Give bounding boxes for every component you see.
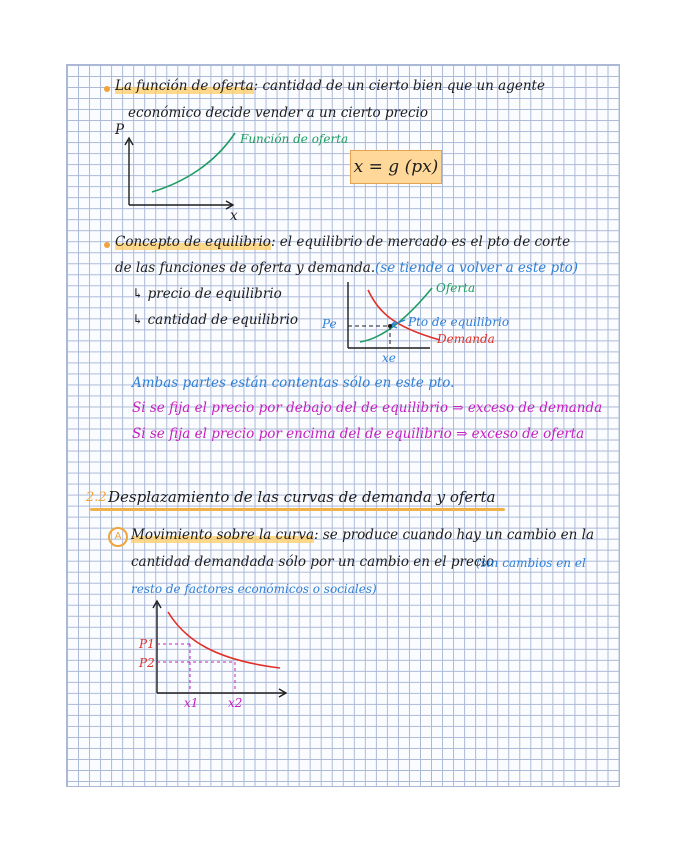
label-x1: x1 xyxy=(184,696,199,710)
label-x2: x2 xyxy=(228,696,243,710)
label-p1: P1 xyxy=(139,637,155,651)
supply-formula-box: x = g (px) xyxy=(350,150,442,184)
supply-axis-x: x xyxy=(230,208,238,224)
bullet-2 xyxy=(104,242,110,248)
movement-note-line2: resto de factores económicos o sociales) xyxy=(131,582,377,596)
excess-supply-line: Si se fija el precio por encima del de equilibrio ⇒ exceso de oferta xyxy=(132,426,585,442)
label-demanda: Demanda xyxy=(437,332,495,346)
equilibrium-item-price: ↳ precio de equilibrio xyxy=(132,286,282,302)
label-p2: P2 xyxy=(139,656,155,670)
supply-curve-label: Función de oferta xyxy=(240,132,349,146)
section-number: 2.2 xyxy=(86,490,107,505)
supply-function-title: La función de oferta: cantidad de un cierto bien que un agente xyxy=(115,78,545,94)
supply-definition-line2: económico decide vender a un cierto precio xyxy=(128,105,428,121)
section-title: Desplazamiento de las curvas de demanda y oferta xyxy=(108,488,495,506)
both-parties-line: Ambas partes están contentas sólo en este pto. xyxy=(132,375,455,391)
bullet-1 xyxy=(104,86,110,92)
marker-a: A xyxy=(108,527,128,547)
supply-axis-y: P xyxy=(115,122,125,138)
movement-title: Movimiento sobre la curva: se produce cuando hay un cambio en la xyxy=(131,527,594,543)
equilibrium-definition-line2: de las funciones de oferta y demanda. xyxy=(115,260,376,276)
equilibrium-note: (se tiende a volver a este pto) xyxy=(375,260,579,276)
movement-note-line1: (sin cambios en el xyxy=(476,556,586,570)
equilibrium-item-quantity: ↳ cantidad de equilibrio xyxy=(132,312,299,328)
movement-definition-line2: cantidad demandada sólo por un cambio en el precio xyxy=(131,554,494,570)
label-oferta: Oferta xyxy=(436,281,476,295)
excess-demand-line: Si se fija el precio por debajo del de equilibrio ⇒ exceso de demanda xyxy=(132,400,603,416)
equilibrium-title: Concepto de equilibrio: el equilibrio de mercado es el pto de corte xyxy=(115,234,571,250)
equilibrium-label-xe: xe xyxy=(382,351,396,365)
equilibrium-label-pe: Pe xyxy=(322,317,337,331)
label-pto-equilibrio: Pto de equilibrio xyxy=(408,315,510,329)
